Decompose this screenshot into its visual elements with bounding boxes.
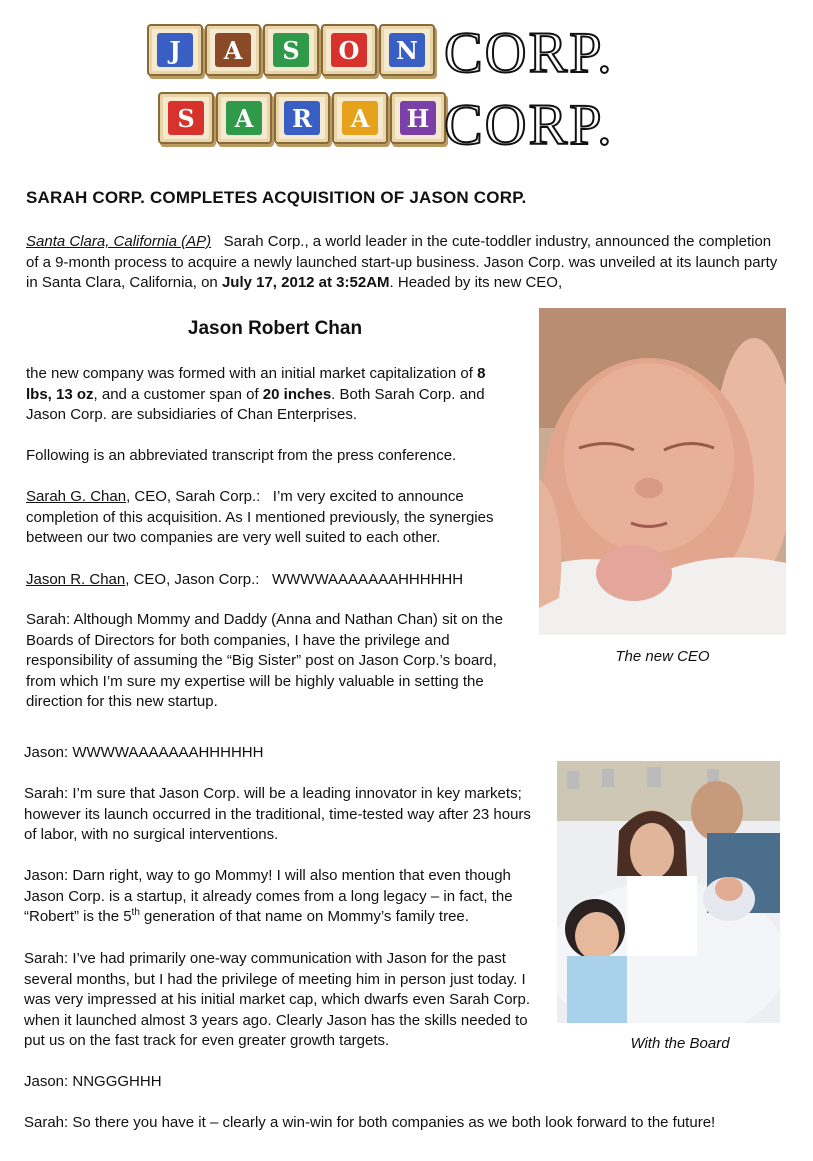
transcript-intro: Following is an abbreviated transcript from the press conference. [26,447,457,464]
letter-block: S [158,92,214,144]
jason-statement-3: Jason: Darn right, way to go Mommy! I will also mention that even though Jason Corp. is a startup, it already comes from a long legacy – in fact, the “Robert” is the 5th generation of that name on Mommy’s family tree. [24,867,513,925]
dateline: Santa Clara, California (AP) [26,233,212,250]
letter-block: S [263,24,319,76]
sarah-statement-5: Sarah: So there you have it – clearly a win-win for both companies as we both look forward to the future! [24,1114,716,1131]
sarah-statement-2: Sarah: Although Mommy and Daddy (Anna and Nathan Chan) sit on the Boards of Directors for both companies, I have the privilege and responsibility of assuming the “Big Sister” post on Jason Corp.’s board, from which I’m sure my expertise will be highly valuable in setting the direction for this new startup. [26,611,503,710]
newborn-illustration [539,308,786,635]
jason-statement-4: Jason: NNGGGHHH [24,1073,162,1090]
sarah-name: Sarah G. Chan [26,488,127,505]
sarah-statement-4: Sarah: I’ve had primarily one-way communication with Jason for the past several months, but I had the privilege of meeting him in person just today. I was very impressed at his initial market cap, which dwarfs even Sarah Corp. when it launched almost 3 years ago. Clearly Jason has the skills needed to put us on the fast track for even greater growth targets. [24,950,531,1049]
letter-block: A [205,24,261,76]
letter-block: A [332,92,388,144]
headline: SARAH CORP. COMPLETES ACQUISITION OF JASON CORP. [26,188,527,207]
ceo-name: Jason Robert Chan [187,318,363,339]
sarah-statement-3: Sarah: I’m sure that Jason Corp. will be a leading innovator in key markets; however its launch occurred in the traditional, time-tested way after 23 hours of labor, with no surgical interventions. [24,785,531,843]
family-photo [557,761,780,1023]
jason-statement-2: Jason: WWWWAAAAAAAHHHHHH [24,744,264,761]
jason-blocks [147,24,435,76]
photo-caption-2: With the Board [630,1035,730,1052]
newborn-photo [539,308,786,635]
jason-name: Jason R. Chan [26,571,126,588]
letter-block: J [147,24,203,76]
capitalization-paragraph: the new company was formed with an initial market capitalization of 8 lbs, 13 oz, and a customer span of 20 inches. Both Sarah Corp. and Jason Corp. are subsidiaries of Chan Enterprises. [26,365,486,423]
sarah-statement-1: Sarah G. Chan, CEO, Sarah Corp.: I’m very excited to announce completion of this acquisition. As I mentioned previously, the synergies between our two companies are very well suited to each other. [26,488,494,546]
family-illustration [557,761,780,1023]
sarah-blocks [158,92,446,144]
corp-title-2: CORP. [444,92,614,157]
letter-block: O [321,24,377,76]
jason-statement-1: Jason R. Chan, CEO, Jason Corp.: WWWWAAAAAAAHHHHHH [26,571,464,588]
intro-paragraph: Santa Clara, California (AP) Sarah Corp., a world leader in the cute-toddler industry, announced the completion of a 9-month process to acquire a newly launched start-up business. Jason Corp. was unveiled at its launch party in Santa Clara, California, on July 17, 2012 at 3:52AM. Headed by its new CEO, [26,233,778,291]
letter-block: A [216,92,272,144]
letter-block: N [379,24,435,76]
corp-title-1: CORP. [444,20,614,85]
letter-block: R [274,92,330,144]
letter-block: H [390,92,446,144]
photo-caption-1: The new CEO [615,648,710,665]
launch-date: July 17, 2012 at 3:52AM [221,274,390,291]
